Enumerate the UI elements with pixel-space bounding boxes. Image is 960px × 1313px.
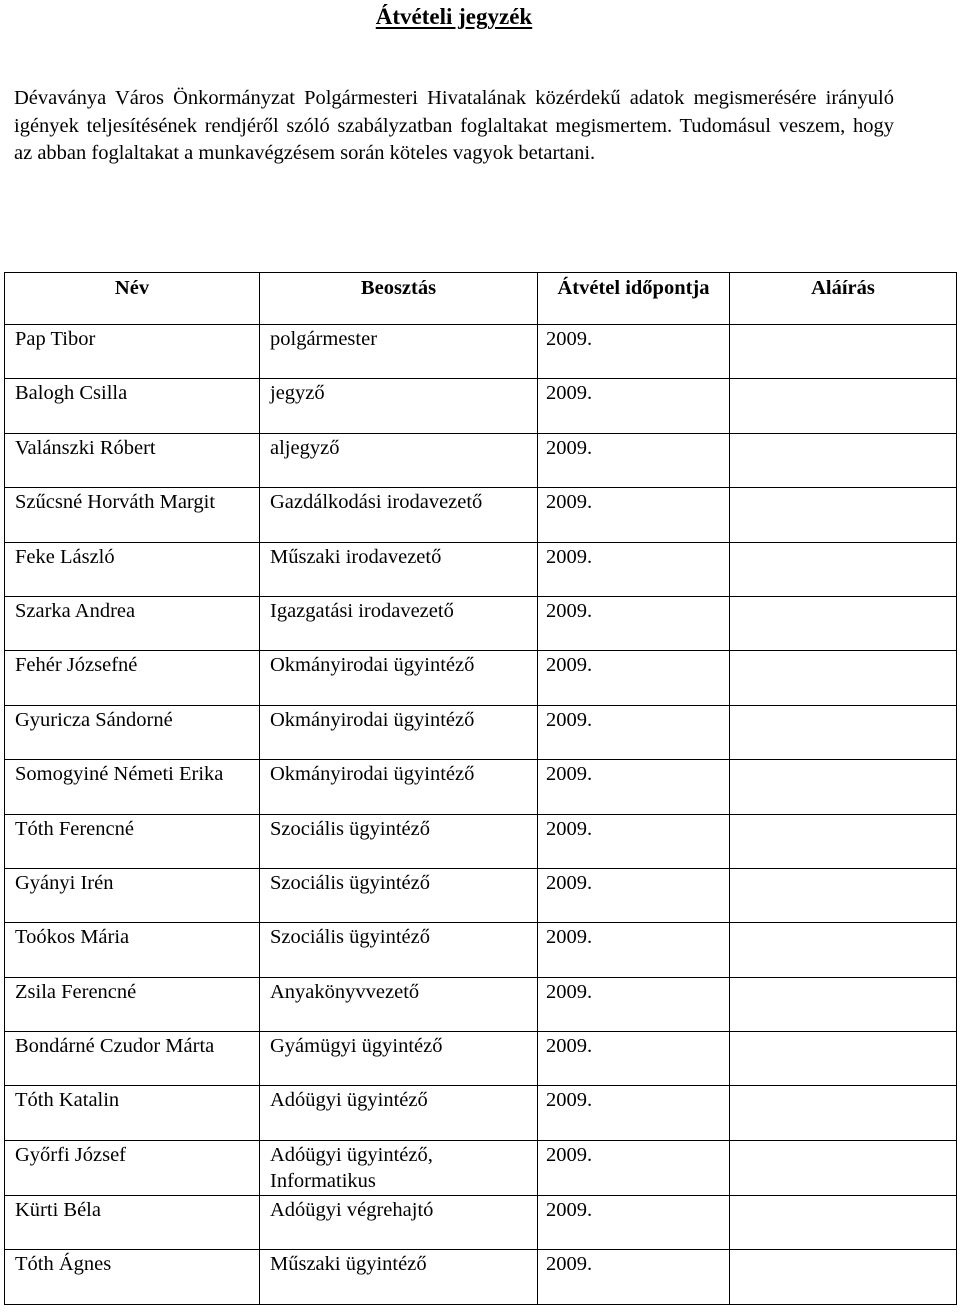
cell-date: 2009. bbox=[538, 814, 730, 868]
cell-date: 2009. bbox=[538, 705, 730, 759]
cell-position: aljegyző bbox=[260, 433, 538, 487]
cell-position: polgármester bbox=[260, 325, 538, 379]
cell-name: Balogh Csilla bbox=[5, 379, 260, 433]
table-row bbox=[5, 325, 957, 379]
cell-position: Szociális ügyintéző bbox=[260, 923, 538, 977]
header-name: Név bbox=[5, 273, 260, 325]
table-row bbox=[5, 1140, 957, 1195]
cell-name: Gyányi Irén bbox=[5, 868, 260, 922]
document-title: Átvételi jegyzék bbox=[375, 4, 533, 29]
table-row bbox=[5, 1032, 957, 1086]
cell-signature[interactable] bbox=[730, 325, 957, 379]
cell-date: 2009. bbox=[538, 1032, 730, 1086]
cell-position: Okmányirodai ügyintéző bbox=[260, 705, 538, 759]
cell-date: 2009. bbox=[538, 923, 730, 977]
cell-date: 2009. bbox=[538, 760, 730, 814]
cell-signature[interactable] bbox=[730, 923, 957, 977]
cell-name: Tóth Ágnes bbox=[5, 1250, 260, 1304]
header-date: Átvétel időpontja bbox=[538, 273, 730, 325]
cell-position: Szociális ügyintéző bbox=[260, 814, 538, 868]
header-signature: Aláírás bbox=[730, 273, 957, 325]
table-row bbox=[5, 1250, 957, 1304]
cell-position: Okmányirodai ügyintéző bbox=[260, 651, 538, 705]
table-row bbox=[5, 1086, 957, 1140]
cell-position: Adóügyi ügyintéző, Informatikus bbox=[260, 1140, 538, 1195]
cell-position: Gazdálkodási irodavezető bbox=[260, 488, 538, 542]
cell-name: Gyuricza Sándorné bbox=[5, 705, 260, 759]
cell-signature[interactable] bbox=[730, 596, 957, 650]
cell-signature[interactable] bbox=[730, 814, 957, 868]
table-row bbox=[5, 651, 957, 705]
cell-signature[interactable] bbox=[730, 1195, 957, 1249]
cell-signature[interactable] bbox=[730, 433, 957, 487]
cell-date: 2009. bbox=[538, 596, 730, 650]
table-row bbox=[5, 596, 957, 650]
cell-name: Kürti Béla bbox=[5, 1195, 260, 1249]
cell-date: 2009. bbox=[538, 1195, 730, 1249]
table-row bbox=[5, 977, 957, 1031]
table-body bbox=[5, 325, 957, 1305]
cell-name: Bondárné Czudor Márta bbox=[5, 1032, 260, 1086]
cell-signature[interactable] bbox=[730, 977, 957, 1031]
table-row bbox=[5, 379, 957, 433]
cell-signature[interactable] bbox=[730, 760, 957, 814]
cell-signature[interactable] bbox=[730, 705, 957, 759]
cell-name: Toókos Mária bbox=[5, 923, 260, 977]
table-row bbox=[5, 705, 957, 759]
cell-position: Műszaki ügyintéző bbox=[260, 1250, 538, 1304]
cell-name: Pap Tibor bbox=[5, 325, 260, 379]
cell-date: 2009. bbox=[538, 542, 730, 596]
cell-name: Zsila Ferencné bbox=[5, 977, 260, 1031]
cell-name: Tóth Katalin bbox=[5, 1086, 260, 1140]
cell-position: Igazgatási irodavezető bbox=[260, 596, 538, 650]
cell-position: Gyámügyi ügyintéző bbox=[260, 1032, 538, 1086]
cell-date: 2009. bbox=[538, 488, 730, 542]
receipt-table bbox=[4, 272, 957, 1305]
cell-signature[interactable] bbox=[730, 542, 957, 596]
cell-date: 2009. bbox=[538, 325, 730, 379]
cell-name: Tóth Ferencné bbox=[5, 814, 260, 868]
table-row bbox=[5, 760, 957, 814]
table-row bbox=[5, 868, 957, 922]
table-row bbox=[5, 1195, 957, 1249]
cell-signature[interactable] bbox=[730, 379, 957, 433]
table-row bbox=[5, 433, 957, 487]
cell-signature[interactable] bbox=[730, 651, 957, 705]
cell-name: Fehér Józsefné bbox=[5, 651, 260, 705]
cell-name: Győrfi József bbox=[5, 1140, 260, 1195]
cell-name: Somogyiné Németi Erika bbox=[5, 760, 260, 814]
cell-position: Műszaki irodavezető bbox=[260, 542, 538, 596]
intro-paragraph: Dévaványa Város Önkormányzat Polgármesteri Hivatalának közérdekű adatok megismerésére irányuló igények teljesítésének rendjéről szóló szabályzatban foglaltakat megismertem. Tudomásul veszem, hogy az abban foglaltakat a munkavégzésem során köteles vagyok betartani. bbox=[14, 87, 894, 164]
cell-date: 2009. bbox=[538, 433, 730, 487]
cell-name: Feke László bbox=[5, 542, 260, 596]
cell-position: Adóügyi ügyintéző bbox=[260, 1086, 538, 1140]
cell-position: Anyakönyvvezető bbox=[260, 977, 538, 1031]
cell-date: 2009. bbox=[538, 651, 730, 705]
table-header-row bbox=[5, 273, 957, 325]
cell-date: 2009. bbox=[538, 977, 730, 1031]
cell-position: Adóügyi végrehajtó bbox=[260, 1195, 538, 1249]
cell-position: Szociális ügyintéző bbox=[260, 868, 538, 922]
header-position: Beosztás bbox=[260, 273, 538, 325]
cell-date: 2009. bbox=[538, 868, 730, 922]
cell-position: jegyző bbox=[260, 379, 538, 433]
cell-date: 2009. bbox=[538, 1140, 730, 1195]
cell-signature[interactable] bbox=[730, 1250, 957, 1304]
table-row bbox=[5, 542, 957, 596]
cell-date: 2009. bbox=[538, 1250, 730, 1304]
cell-date: 2009. bbox=[538, 1086, 730, 1140]
cell-signature[interactable] bbox=[730, 1086, 957, 1140]
table-row bbox=[5, 814, 957, 868]
cell-signature[interactable] bbox=[730, 1032, 957, 1086]
cell-position: Okmányirodai ügyintéző bbox=[260, 760, 538, 814]
cell-signature[interactable] bbox=[730, 488, 957, 542]
cell-name: Szarka Andrea bbox=[5, 596, 260, 650]
cell-signature[interactable] bbox=[730, 1140, 957, 1195]
table-row bbox=[5, 923, 957, 977]
cell-signature[interactable] bbox=[730, 868, 957, 922]
cell-name: Szűcsné Horváth Margit bbox=[5, 488, 260, 542]
cell-name: Valánszki Róbert bbox=[5, 433, 260, 487]
cell-date: 2009. bbox=[538, 379, 730, 433]
table-row bbox=[5, 488, 957, 542]
